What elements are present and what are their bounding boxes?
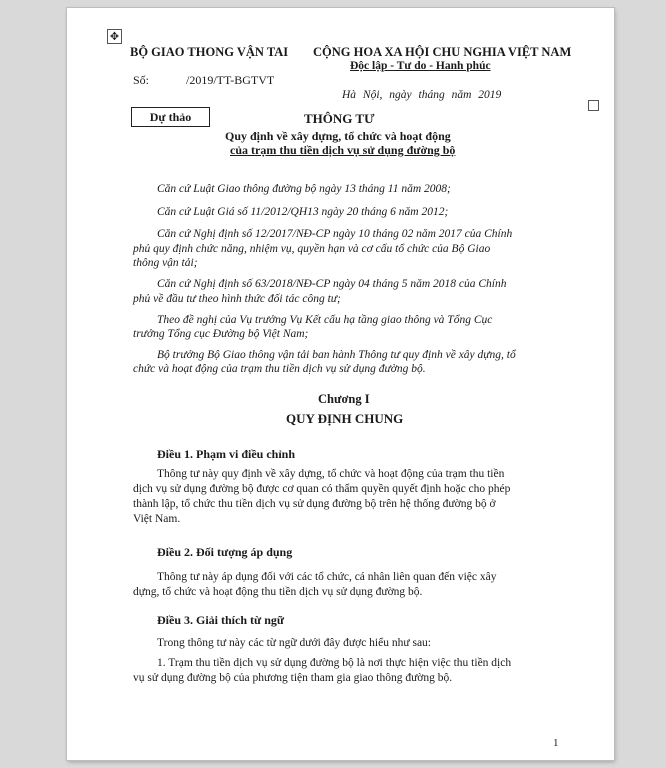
checkbox[interactable] xyxy=(588,100,599,111)
preamble-line: Căn cứ Nghị định số 12/2017/NĐ-CP ngày 10 tháng 02 năm 2017 của Chính xyxy=(157,228,513,240)
preamble-line: Bộ trưởng Bộ Giao thông vận tải ban hành Thông tư quy định về xây dựng, tổ xyxy=(157,349,516,361)
table-move-handle-icon[interactable]: ✥ xyxy=(107,29,122,44)
document-type: THÔNG TƯ xyxy=(304,111,375,126)
article-line: thành lập, tổ chức thu tiền dịch vụ sử dụng đường bộ trên hệ thống đường bộ ở xyxy=(133,498,496,510)
article-heading: Điều 2. Đối tượng áp dụng xyxy=(157,545,293,559)
preamble-line: phủ về đầu tư theo hình thức đối tác công tư; xyxy=(133,293,341,305)
preamble-line: phủ quy định chức năng, nhiệm vụ, quyền hạn và cơ cấu tổ chức của Bộ Giao xyxy=(133,243,491,255)
chapter-number: Chương I xyxy=(318,392,370,406)
article-line: 1. Trạm thu tiền dịch vụ sử dụng đường bộ là nơi thực hiện việc thu tiền dịch xyxy=(157,657,512,669)
preamble-line: chức và hoạt động của trạm thu tiền dịch vụ sử dụng đường bộ. xyxy=(133,363,426,375)
place-date: Hà Nội, ngày tháng năm 2019 xyxy=(342,89,502,101)
article-heading: Điều 1. Phạm vi điều chỉnh xyxy=(157,447,296,461)
motto: Độc lập - Tư do - Hanh phúc xyxy=(350,60,491,72)
document-subtitle-line: Quy định về xây dựng, tổ chức và hoạt động xyxy=(225,129,451,143)
preamble-line: trưởng Tổng cục Đường bộ Việt Nam; xyxy=(133,328,309,340)
country-name: CỘNG HOA XA HỘI CHU NGHIA VIỆT NAM xyxy=(313,45,572,59)
article-line: dịch vụ sử dụng đường bộ được cơ quan có thẩm quyền quyết định hoặc cho phép xyxy=(133,483,511,495)
article-line: Thông tư này quy định về xây dựng, tổ chức và hoạt động của trạm thu tiền xyxy=(157,468,505,480)
document-number: /2019/TT-BGTVT xyxy=(186,73,275,87)
preamble-line: Căn cứ Luật Giao thông đường bộ ngày 13 tháng 11 năm 2008; xyxy=(157,183,451,195)
article-line: Thông tư này áp dụng đối với các tổ chức, cá nhân liên quan đến việc xây xyxy=(157,571,497,583)
preamble-line: Theo đề nghị của Vụ trưởng Vụ Kết cấu hạ tầng giao thông và Tổng Cục xyxy=(157,314,493,326)
draft-badge: Dự thảo xyxy=(131,107,210,127)
preamble-line: Căn cứ Nghị định số 63/2018/NĐ-CP ngày 04 tháng 5 năm 2018 của Chính xyxy=(157,278,507,290)
preamble-line: Căn cứ Luật Giá số 11/2012/QH13 ngày 20 tháng 6 năm 2012; xyxy=(157,206,449,218)
article-line: Việt Nam. xyxy=(133,513,181,525)
chapter-title: QUY ĐỊNH CHUNG xyxy=(286,411,404,426)
preamble-line: thông vận tải; xyxy=(133,257,198,269)
ministry-name: BỘ GIAO THONG VẬN TAI xyxy=(130,45,289,59)
article-heading: Điều 3. Giải thích từ ngữ xyxy=(157,613,285,627)
article-line: dựng, tổ chức và hoạt động thu tiền dịch vụ sử dụng đường bộ. xyxy=(133,586,423,598)
document-number-label: Số: xyxy=(133,73,150,87)
page-number: 1 xyxy=(553,737,559,749)
document-subtitle-line: của trạm thu tiền dịch vụ sử dụng đường bộ xyxy=(230,143,456,157)
article-line: Trong thông tư này các từ ngữ dưới đây được hiểu như sau: xyxy=(157,637,431,649)
article-line: vụ sử dụng đường bộ của phương tiện tham gia giao thông đường bộ. xyxy=(133,672,453,684)
